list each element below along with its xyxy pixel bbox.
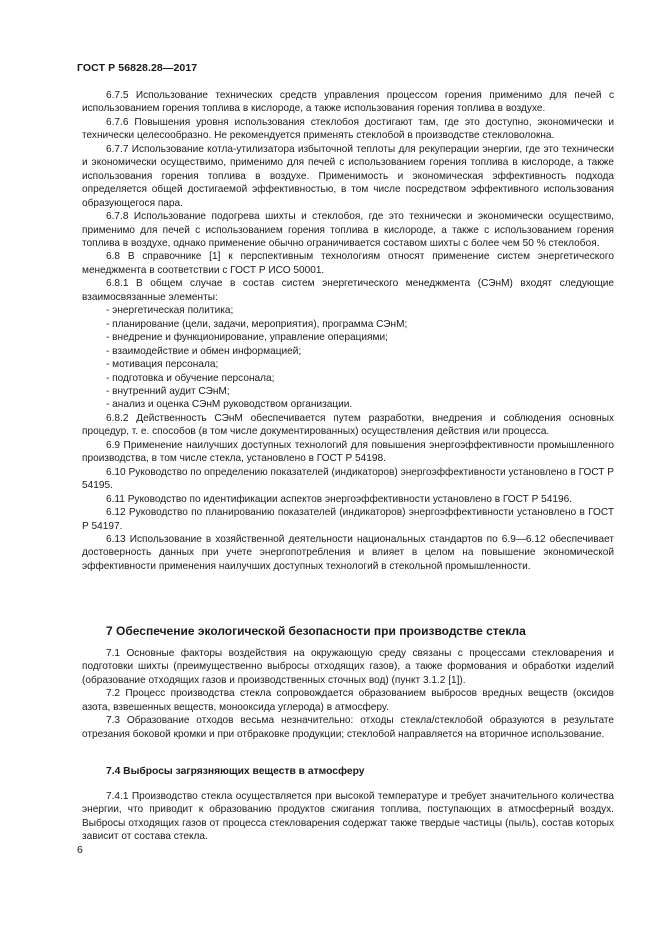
paragraph: 6.7.7 Использование котла-утилизатора избыточной теплоты для рекуперации энергии, где это технически и экономически осуществимо, применимо для печей с использованием горения топлива в кислороде, а также использования горения топлива в воздухе. Применимость и экономическая эффективность подхода определяется общей достигаемой эффективностью, в том числе посредством эффективного использования образующегося пара. — [82, 143, 614, 209]
document-header: ГОСТ Р 56828.28—2017 — [77, 62, 198, 74]
section-heading: 7 Обеспечение экологической безопасности при производстве стекла — [106, 624, 526, 638]
body-text-subsection — [82, 790, 614, 844]
paragraph: 6.8.2 Действенность СЭнМ обеспечивается путем разработки, внедрения и соблюдения основных процедур, т. е. способов (в том числе документированных) осуществления действия или процесса. — [82, 412, 614, 438]
list-item: - внутренний аудит СЭнМ; — [82, 385, 614, 398]
list-item: - энергетическая политика; — [82, 304, 614, 317]
paragraph: 6.8.1 В общем случае в состав систем энергетического менеджмента (СЭнМ) входят следующие взаимосвязанные элементы: — [82, 278, 614, 303]
list-item: - внедрение и функционирование, управление операциями; — [82, 331, 614, 344]
page-number: 6 — [77, 844, 83, 856]
paragraph: 6.7.5 Использование технических средств управления процессом горения применимо для печей с использованием горения топлива в кислороде, а также использования горения топлива в воздухе. — [82, 90, 614, 115]
body-text-top — [82, 89, 614, 573]
paragraph: 6.10 Руководство по определению показателей (индикаторов) энергоэффективности установлено в ГОСТ Р 54195. — [82, 466, 614, 492]
list-item: - взаимодействие и обмен информацией; — [82, 345, 614, 358]
paragraph: 6.12 Руководство по планированию показателей (индикаторов) энергоэффективности установлено в ГОСТ Р 54197. — [82, 507, 614, 532]
paragraph: 7.2 Процесс производства стекла сопровождается образованием выбросов вредных веществ (оксидов азота, взвешенных веществ, монооксида углерода) в атмосферу. — [82, 688, 614, 713]
subsection-heading: 7.4 Выбросы загрязняющих веществ в атмосферу — [106, 766, 365, 777]
list-item: - подготовка и обучение персонала; — [82, 372, 614, 385]
paragraph: 7.4.1 Производство стекла осуществляется при высокой температуре и требует значительного количества энергии, что приводит к образованию продуктов сжигания топлива, поступающих в атмосферный воздух. Выбросы отходящих газов от процесса стекловарения содержат также твердые частицы (пыль), состав которых зависит от состава стекла. — [82, 791, 614, 843]
paragraph: 6.13 Использование в хозяйственной деятельности национальных стандартов по 6.9—6.12 обеспечивает достоверность данных при учете энергопотребления и влияет в целом на повышение экономической эффективности применения наилучших доступных технологий в стекольной промышленности. — [82, 533, 614, 572]
paragraph: 6.8 В справочнике [1] к перспективным технологиям относят применение систем энергетического менеджмента в соответствии с ГОСТ Р ИСО 50001. — [82, 251, 614, 276]
paragraph: 6.7.6 Повышения уровня использования стеклобоя достигают там, где это доступно, экономически и технически целесообразно. Не рекомендуется применять стеклобой в производстве стекловолокна. — [82, 116, 614, 142]
paragraph: 6.11 Руководство по идентификации аспектов энергоэффективности установлено в ГОСТ Р 54196. — [106, 493, 572, 505]
paragraph: 6.9 Применение наилучших доступных технологий для повышения энергоэффективности промышленного производства, в том числе стекла, установлено в ГОСТ Р 54198. — [82, 439, 614, 465]
list-item: - анализ и оценка СЭнМ руководством организации. — [82, 398, 614, 411]
paragraph: 7.1 Основные факторы воздействия на окружающую среду связаны с процессами стекловарения и подготовки шихты (преимущественно выбросы отходящих газов), а также формования и обработки изделий (образование отходящих газов и производственных сточных вод) (пункт 3.1.2 [1]). — [82, 648, 614, 686]
list-item: - планирование (цели, задачи, мероприятия), программа СЭнМ; — [82, 318, 614, 331]
paragraph: 7.3 Образование отходов весьма незначительно: отходы стекла/стеклобой образуются в результате отрезания боковой кромки и при отбраковке продукции; стеклобой направляется на вторичное использование. — [82, 715, 614, 740]
paragraph: 6.7.8 Использование подогрева шихты и стеклобоя, где это технически и экономически осуществимо, применимо для печей с использованием горения топлива в кислороде, а также с использованием горения топлива в воздухе, однако применение обычно ограничивается составом шихты с более чем 50 % стеклобоя. — [82, 211, 614, 249]
list-item: - мотивация персонала; — [82, 358, 614, 371]
body-text-section7 — [82, 647, 614, 741]
